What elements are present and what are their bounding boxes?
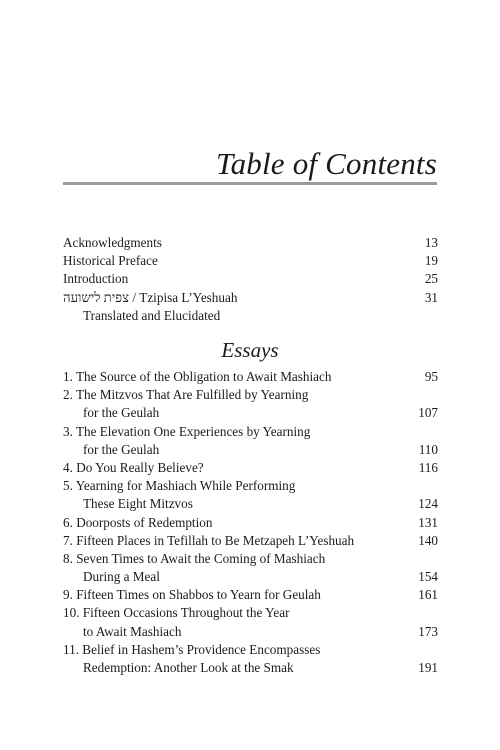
toc-entry-essay-5[interactable] <box>63 477 438 495</box>
toc-entry-essay-7[interactable] <box>63 532 438 550</box>
toc-entry-essay-9[interactable] <box>63 586 438 604</box>
toc-entry-essay-10-continued[interactable] <box>63 623 438 641</box>
entry-page: 13 <box>424 235 438 250</box>
toc-entry-essay-11[interactable] <box>63 641 438 659</box>
entry-title: During a Meal <box>83 569 160 585</box>
entry-title: to Await Mashiach <box>83 623 182 639</box>
entry-page: 173 <box>418 623 438 639</box>
entry-page: 19 <box>424 253 438 269</box>
toc-entry-essay-3-continued[interactable] <box>63 441 438 459</box>
title-rule <box>63 182 437 185</box>
toc-entry-essay-10[interactable] <box>63 604 438 622</box>
essays-list <box>63 368 438 677</box>
entry-title: 7. Fifteen Places in Tefillah to Be Metzapeh L’Yeshuah <box>63 532 355 548</box>
toc-entry-essay-2[interactable] <box>63 386 438 404</box>
entry-title: 5. Yearning for Mashiach While Performing <box>63 478 296 494</box>
toc-entry-translated-elucidated <box>63 307 438 325</box>
toc-entry-essay-4[interactable] <box>63 459 438 477</box>
entry-page: 25 <box>424 271 438 287</box>
entry-title <box>63 289 237 307</box>
entry-page: 95 <box>424 369 438 384</box>
entry-title: These Eight Mitzvos <box>83 496 193 512</box>
toc-entry-essay-11-continued[interactable] <box>63 659 438 677</box>
toc-entry-essay-2-continued[interactable] <box>63 404 438 422</box>
entry-title: 9. Fifteen Times on Shabbos to Yearn for Geulah <box>63 587 321 603</box>
toc-entry-essay-8[interactable] <box>63 550 438 568</box>
toc-entry-essay-1[interactable] <box>63 368 438 386</box>
entry-page: 107 <box>418 405 438 421</box>
entry-page: 116 <box>418 459 438 475</box>
entry-title: 10. Fifteen Occasions Throughout the Year <box>63 605 290 621</box>
entry-title: 8. Seven Times to Await the Coming of Mashiach <box>63 550 326 566</box>
entry-title: Introduction <box>63 271 129 287</box>
entry-title: 6. Doorposts of Redemption <box>63 514 213 530</box>
toc-entry-essay-8-continued[interactable] <box>63 568 438 586</box>
transliterated-title: / Tzipisa L’Yeshuah <box>129 289 238 305</box>
toc-entry-tzipisa-lyeshuah[interactable] <box>63 289 438 307</box>
entry-page: 31 <box>424 289 438 305</box>
entry-title: 2. The Mitzvos That Are Fulfilled by Yearning <box>63 387 309 403</box>
front-matter-list <box>63 234 438 325</box>
entry-page: 131 <box>418 514 438 530</box>
entry-title: Redemption: Another Look at the Smak <box>83 660 294 675</box>
entry-title: 3. The Elevation One Experiences by Yearning <box>63 423 311 439</box>
entry-title: Acknowledgments <box>63 235 162 250</box>
entry-page: 154 <box>418 569 438 585</box>
essays-heading: Essays <box>221 338 279 362</box>
toc-entry-essay-5-continued[interactable] <box>63 495 438 513</box>
entry-title: Historical Preface <box>63 253 158 269</box>
entry-subtitle: Translated and Elucidated <box>83 307 221 323</box>
entry-title: 4. Do You Really Believe? <box>63 459 204 475</box>
entry-title: for the Geulah <box>83 441 160 457</box>
entry-page: 191 <box>418 660 438 675</box>
toc-entry-historical-preface[interactable] <box>63 252 438 270</box>
toc-entry-acknowledgments[interactable] <box>63 234 438 252</box>
toc-entry-essay-6[interactable] <box>63 514 438 532</box>
toc-entry-essay-3[interactable] <box>63 423 438 441</box>
entry-page: 161 <box>418 587 438 603</box>
entry-title: for the Geulah <box>83 405 160 421</box>
entry-page: 110 <box>418 441 438 457</box>
entry-title: 1. The Source of the Obligation to Await Mashiach <box>63 369 332 384</box>
page-title: Table of Contents <box>215 146 437 181</box>
entry-title: 11. Belief in Hashem’s Providence Encompasses <box>63 641 321 657</box>
entry-page: 124 <box>418 496 438 512</box>
entry-page: 140 <box>418 532 438 548</box>
hebrew-title: צפית לישועה <box>63 289 130 305</box>
toc-entry-introduction[interactable] <box>63 270 438 288</box>
